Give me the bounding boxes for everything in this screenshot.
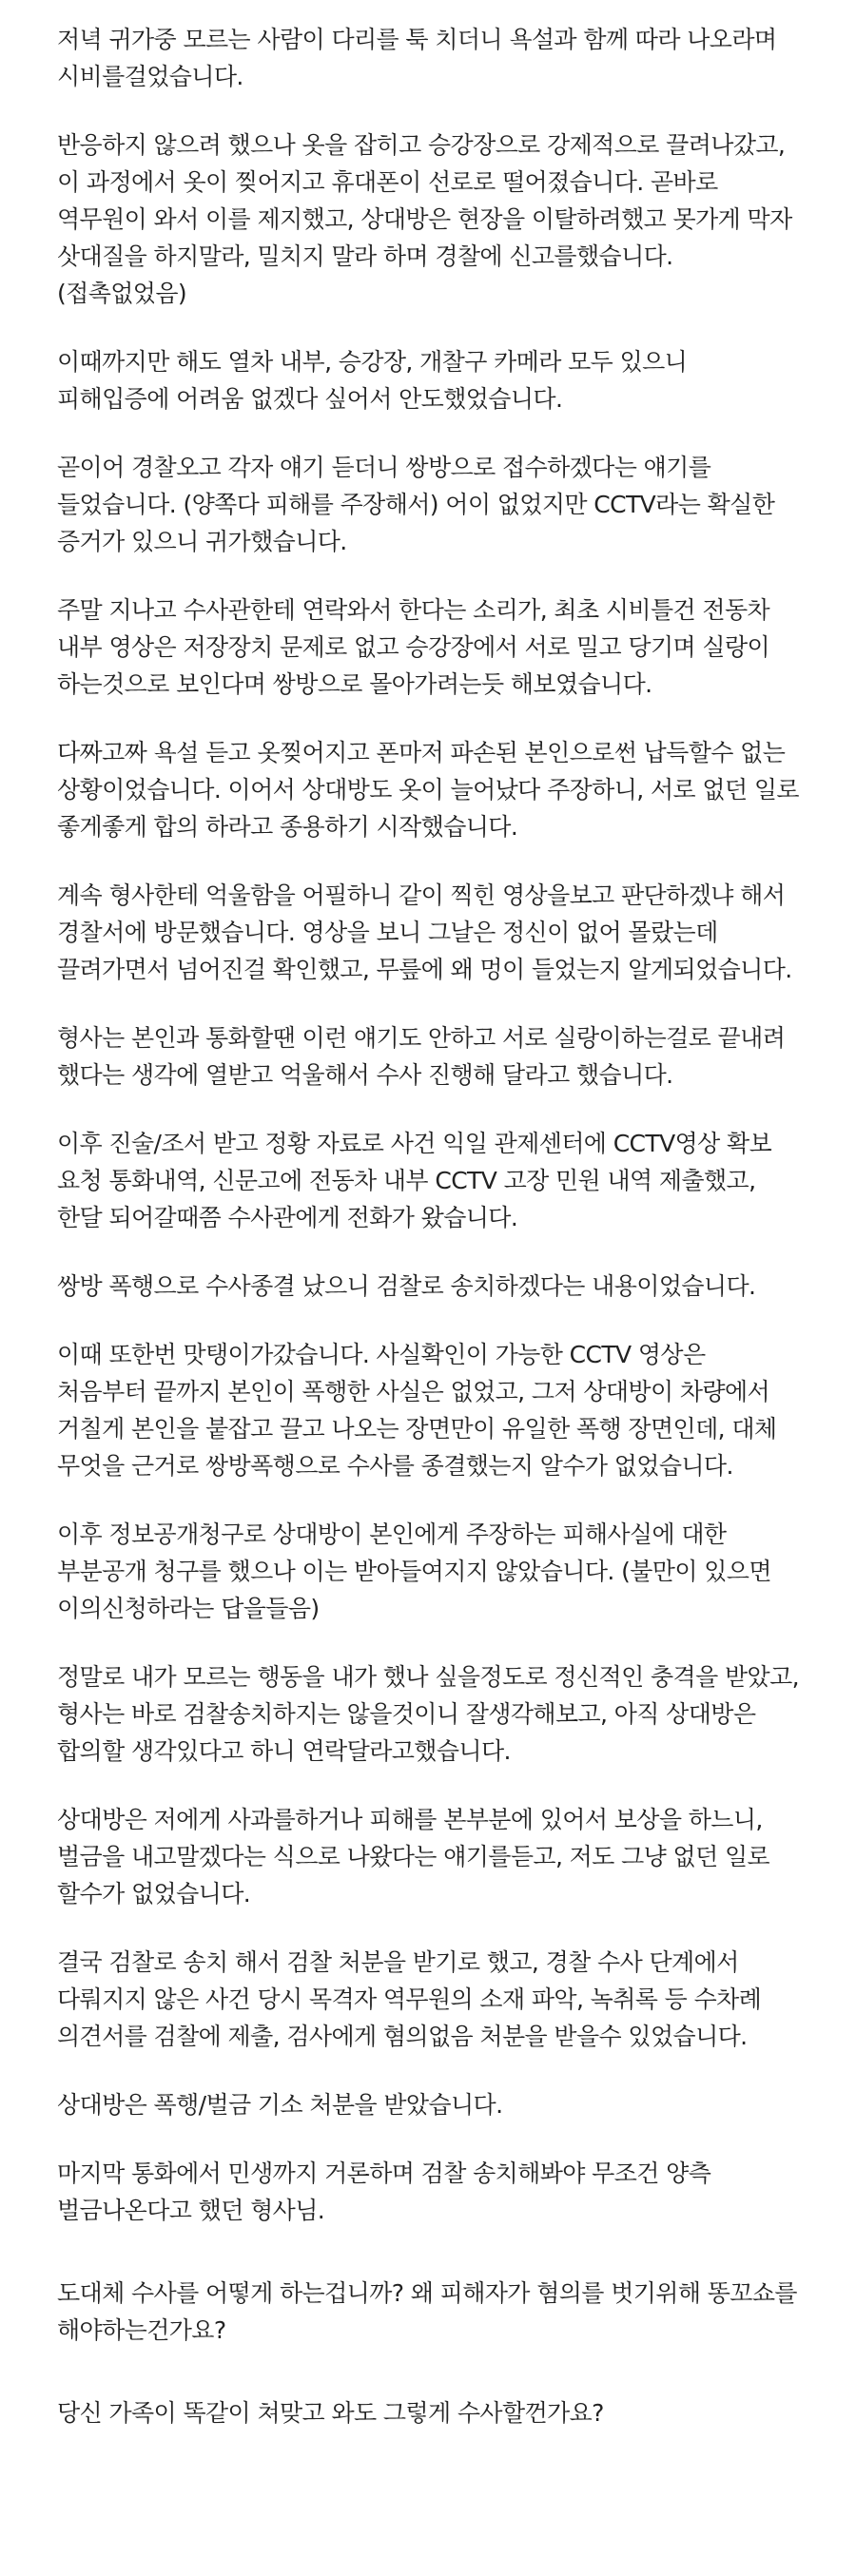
paragraph: 당신 가족이 똑같이 쳐맞고 와도 그렇게 수사할껀가요? [57,2399,604,2427]
paragraph: 이후 정보공개청구로 상대방이 본인에게 주장하는 피해사실에 대한 부분공개 청구를 했으나 이는 받아들여지지 않았습니다. (불만이 있으면 이의신청하라는 답을들음) [57,1520,771,1622]
paragraph: 결국 검찰로 송치 해서 검찰 처분을 받기로 했고, 경찰 수사 단계에서 다뤄지지 않은 사건 당시 목격자 역무원의 소재 파악, 녹취록 등 수차례 의견서를 검찰에 제출, 검사에게 혐의없음 처분을 받을수 있었습니다. [57,1948,762,2050]
paragraph: 반응하지 않으려 했으나 옷을 잡히고 승강장으로 강제적으로 끌려나갔고, 이 과정에서 옷이 찢어지고 휴대폰이 선로로 떨어졌습니다. 곧바로 역무원이 와서 이를 제지했고, 상대방은 현장을 이탈하려했고 못가게 막자 삿대질을 하지말라, 밀치지 말라 하며 경찰에 신고를했습니다. (접촉없었음) [57,131,792,307]
paragraph: 쌍방 폭행으로 수사종결 났으니 검찰로 송치하겠다는 내용이었습니다. [57,1272,756,1300]
paragraph: 이후 진술/조서 받고 정황 자료로 사건 익일 관제센터에 CCTV영상 확보 요청 통화내역, 신문고에 전동차 내부 CCTV 고장 민원 내역 제출했고, 한달 되어갈때쯤 수사관에게 전화가 왔습니다. [57,1130,772,1231]
paragraph: 상대방은 폭행/벌금 기소 처분을 받았습니다. [57,2091,503,2119]
paragraph: 저녁 귀가중 모르는 사람이 다리를 툭 치더니 욕설과 함께 따라 나오라며 시비를걸었습니다. [57,26,777,90]
paragraph: 도대체 수사를 어떻게 하는겁니까? 왜 피해자가 혐의를 벗기위해 똥꼬쇼를 해야하는건가요? [57,2279,797,2344]
paragraph: 다짜고짜 욕설 듣고 옷찢어지고 폰마저 파손된 본인으로썬 납득할수 없는 상황이었습니다. 이어서 상대방도 옷이 늘어났다 주장하니, 서로 없던 일로 좋게좋게 합의 하라고 종용하기 시작했습니다. [57,739,799,841]
paragraph: 이때 또한번 맛탱이가갔습니다. 사실확인이 가능한 CCTV 영상은 처음부터 끝까지 본인이 폭행한 사실은 없었고, 그저 상대방이 차량에서 거칠게 본인을 붙잡고 끌고 나오는 장면만이 유일한 폭행 장면인데, 대체 무엇을 근거로 쌍방폭행으로 수사를 종결했는지 알수가 없었습니다. [57,1341,777,1480]
paragraph: 정말로 내가 모르는 행동을 내가 했나 싶을정도로 정신적인 충격을 받았고, 형사는 바로 검찰송치하지는 않을것이니 잘생각해보고, 아직 상대방은 합의할 생각있다고 하니 연락달라고했습니다. [57,1663,799,1765]
paragraph: 곧이어 경찰오고 각자 얘기 듣더니 쌍방으로 접수하겠다는 얘기를 들었습니다. (양쪽다 피해를 주장해서) 어이 없었지만 CCTV라는 확실한 증거가 있으니 귀가했습니다. [57,454,775,555]
paragraph: 계속 형사한테 억울함을 어필하니 같이 찍힌 영상을보고 판단하겠냐 해서 경찰서에 방문했습니다. 영상을 보니 그날은 정신이 없어 몰랐는데 끌려가면서 넘어진걸 확인했고, 무릎에 왜 멍이 들었는지 알게되었습니다. [57,881,792,983]
paragraph: 형사는 본인과 통화할땐 이런 얘기도 안하고 서로 실랑이하는걸로 끝내려 했다는 생각에 열받고 억울해서 수사 진행해 달라고 했습니다. [57,1024,786,1089]
paragraph: 상대방은 저에게 사과를하거나 피해를 본부분에 있어서 보상을 하느니, 벌금을 내고말겠다는 식으로 나왔다는 얘기를듣고, 저도 그냥 없던 일로 할수가 없었습니다. [57,1806,770,1908]
paragraph: 마지막 통화에서 민생까지 거론하며 검찰 송치해봐야 무조건 양측 벌금나온다고 했던 형사님. [57,2160,711,2224]
paragraph: 주말 지나고 수사관한테 연락와서 한다는 소리가, 최초 시비틀건 전동차 내부 영상은 저장장치 문제로 없고 승강장에서 서로 밀고 당기며 실랑이 하는것으로 보인다며 쌍방으로 몰아가려는듯 해보였습니다. [57,596,770,698]
paragraph: 이때까지만 해도 열차 내부, 승강장, 개찰구 카메라 모두 있으니 피해입증에 어려움 없겠다 싶어서 안도했었습니다. [57,348,688,413]
